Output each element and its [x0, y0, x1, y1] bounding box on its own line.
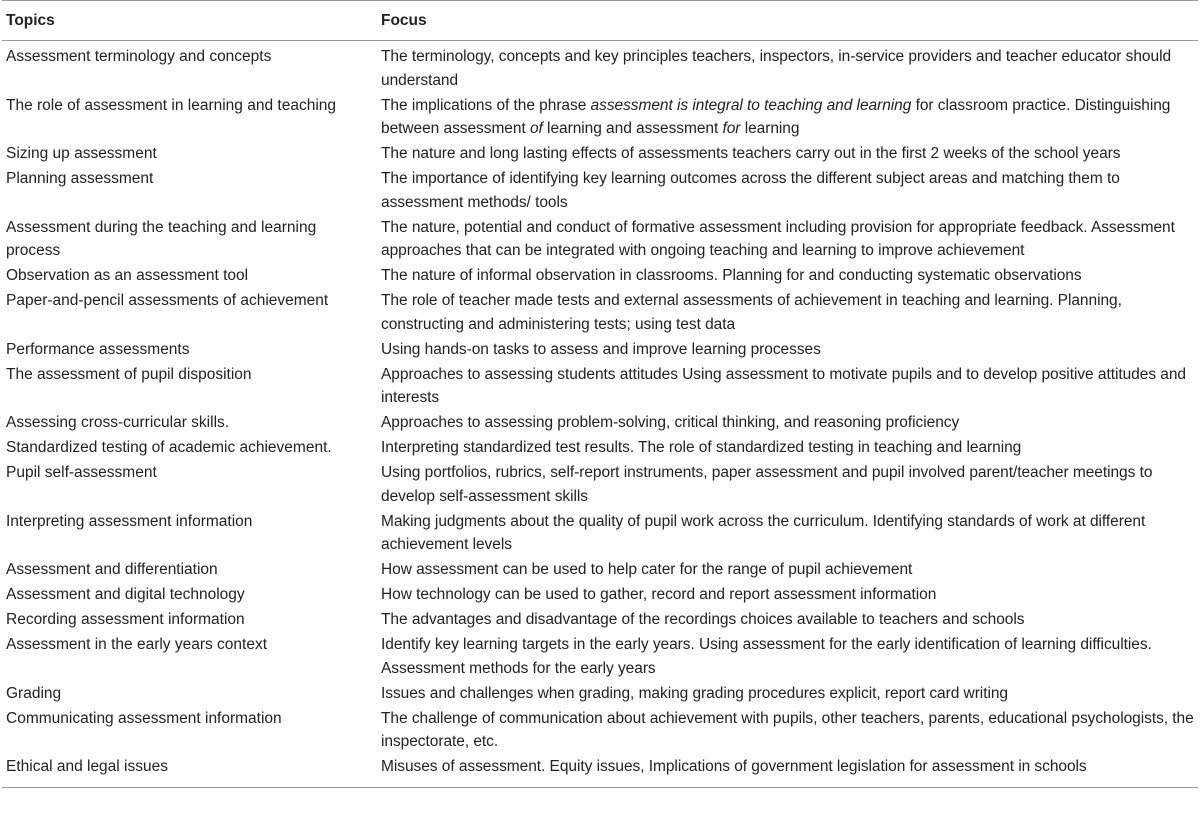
table-row — [2, 94, 1198, 143]
topic-cell: Interpreting assessment information — [6, 512, 253, 530]
topic-cell: Sizing up assessment — [6, 145, 157, 162]
focus-cell — [377, 142, 1198, 167]
focus-cell — [377, 436, 1198, 461]
focus-cell — [377, 338, 1198, 363]
topic-cell: Assessment and digital technology — [6, 586, 245, 603]
topic-cell: The assessment of pupil disposition — [6, 365, 252, 383]
focus-text-segment: for classroom practice. Distinguishing between assessment — [381, 96, 1171, 137]
focus-text-segment: The importance of identifying key learning outcomes across the different subject areas and matching them to assessment methods/ tools — [381, 170, 1120, 211]
topic-cell: Standardized testing of academic achievement. — [6, 439, 332, 456]
focus-cell — [377, 583, 1198, 608]
topic-cell: Performance assessments — [6, 340, 190, 358]
focus-cell — [377, 608, 1198, 633]
focus-text-segment: Identify key learning targets in the early years. Using assessment for the early identification of learning difficulties. Assessment methods for the early years — [381, 636, 1152, 677]
table-row — [2, 411, 1198, 436]
topic-cell: Assessment in the early years context — [6, 636, 268, 653]
topic-cell: Assessment during the teaching and learning process — [6, 218, 317, 259]
focus-text-segment: Approaches to assessing students attitudes Using assessment to motivate pupils and to develop positive attitudes and interests — [381, 365, 1186, 406]
focus-cell — [377, 41, 1198, 94]
table-row — [2, 583, 1198, 608]
focus-cell — [377, 682, 1198, 707]
focus-cell — [377, 558, 1198, 583]
focus-text-segment: The terminology, concepts and key principles teachers, inspectors, in-service providers and teacher educator should understand — [381, 48, 1172, 89]
table-row — [2, 608, 1198, 633]
table-row — [2, 41, 1198, 94]
focus-text-segment: Approaches to assessing problem-solving, critical thinking, and reasoning proficiency — [381, 414, 960, 431]
focus-emphasis-text: for — [722, 120, 741, 137]
topic-cell: Assessing cross-curricular skills. — [6, 414, 230, 431]
table-row — [2, 633, 1198, 682]
focus-cell — [377, 363, 1198, 412]
focus-cell — [377, 411, 1198, 436]
focus-text-segment: Making judgments about the quality of pupil work across the curriculum. Identifying standards of work at different achievement levels — [381, 512, 1146, 553]
topic-cell: Assessment terminology and concepts — [6, 48, 272, 65]
table-row — [2, 363, 1198, 412]
header-row — [2, 1, 1198, 41]
focus-cell — [377, 167, 1198, 216]
focus-text-segment: Misuses of assessment. Equity issues, Implications of government legislation for assessment in schools — [381, 758, 1087, 775]
focus-text-segment: How assessment can be used to help cater for the range of pupil achievement — [381, 561, 913, 578]
focus-text-segment: The implications of the phrase — [381, 96, 591, 114]
topic-cell: Grading — [6, 684, 62, 702]
table-row — [2, 167, 1198, 216]
focus-cell — [377, 461, 1198, 510]
focus-text-segment: learning and assessment — [542, 120, 723, 137]
focus-text-segment: The nature of informal observation in classrooms. Planning for and conducting systematic observations — [381, 267, 1082, 284]
topics-focus-table — [2, 0, 1198, 788]
focus-cell — [377, 94, 1198, 143]
focus-text-segment: learning — [740, 120, 800, 137]
table-row — [2, 510, 1198, 559]
focus-text-segment: The advantages and disadvantage of the recordings choices available to teachers and schools — [381, 611, 1025, 628]
column-header-topics: Topics — [2, 1, 377, 41]
topic-cell: Observation as an assessment tool — [6, 267, 249, 284]
table-row — [2, 461, 1198, 510]
table-row — [2, 338, 1198, 363]
table-row — [2, 707, 1198, 756]
table-row — [2, 216, 1198, 265]
topic-cell: Paper-and-pencil assessments of achievement — [6, 292, 329, 309]
focus-text-segment: Using hands-on tasks to assess and improve learning processes — [381, 340, 821, 358]
topic-cell: Ethical and legal issues — [2, 755, 377, 787]
focus-text-segment: How technology can be used to gather, record and report assessment information — [381, 586, 937, 603]
focus-text-segment: The role of teacher made tests and external assessments of achievement in teaching and learning. Planning, constructing and administering tests; using test data — [381, 292, 1122, 333]
focus-text-segment: The nature and long lasting effects of assessments teachers carry out in the first 2 weeks of the school years — [381, 145, 1121, 162]
focus-text-segment: Using portfolios, rubrics, self-report instruments, paper assessment and pupil involved parent/teacher meetings to develop self-assessment skills — [381, 464, 1153, 505]
table-row — [2, 682, 1198, 707]
topic-cell: Communicating assessment information — [6, 709, 282, 727]
topic-cell: Assessment and differentiation — [6, 561, 218, 578]
focus-text-segment: Interpreting standardized test results. The role of standardized testing in teaching and learning — [381, 439, 1022, 456]
table-row — [2, 264, 1198, 289]
topic-cell: Planning assessment — [6, 170, 154, 187]
focus-cell — [377, 510, 1198, 559]
focus-cell — [377, 755, 1198, 787]
focus-cell — [377, 289, 1198, 338]
topic-cell: Recording assessment information — [6, 611, 245, 628]
table-row — [2, 289, 1198, 338]
table-row — [2, 142, 1198, 167]
focus-cell — [377, 633, 1198, 682]
focus-cell — [377, 707, 1198, 756]
topic-cell: Pupil self-assessment — [6, 464, 157, 481]
table-row — [2, 558, 1198, 583]
table-header — [2, 1, 1198, 41]
table-row — [2, 755, 1198, 787]
table-row — [2, 436, 1198, 461]
focus-cell — [377, 264, 1198, 289]
focus-text-segment: Issues and challenges when grading, making grading procedures explicit, report card writing — [381, 684, 1008, 702]
column-header-focus: Focus — [377, 1, 1198, 41]
focus-emphasis-text: of — [529, 120, 543, 137]
topic-cell: The role of assessment in learning and teaching — [6, 96, 337, 114]
focus-text-segment: The challenge of communication about achievement with pupils, other teachers, parents, educational psychologists, the inspectorate, etc. — [381, 709, 1194, 750]
table-body — [2, 41, 1198, 788]
focus-cell — [377, 216, 1198, 265]
focus-text-segment: The nature, potential and conduct of formative assessment including provision for appropriate feedback. Assessment approaches that can be integrated with ongoing teaching and learning to improve achievement — [381, 218, 1175, 259]
focus-emphasis-text: assessment is integral to teaching and learning — [590, 96, 912, 114]
